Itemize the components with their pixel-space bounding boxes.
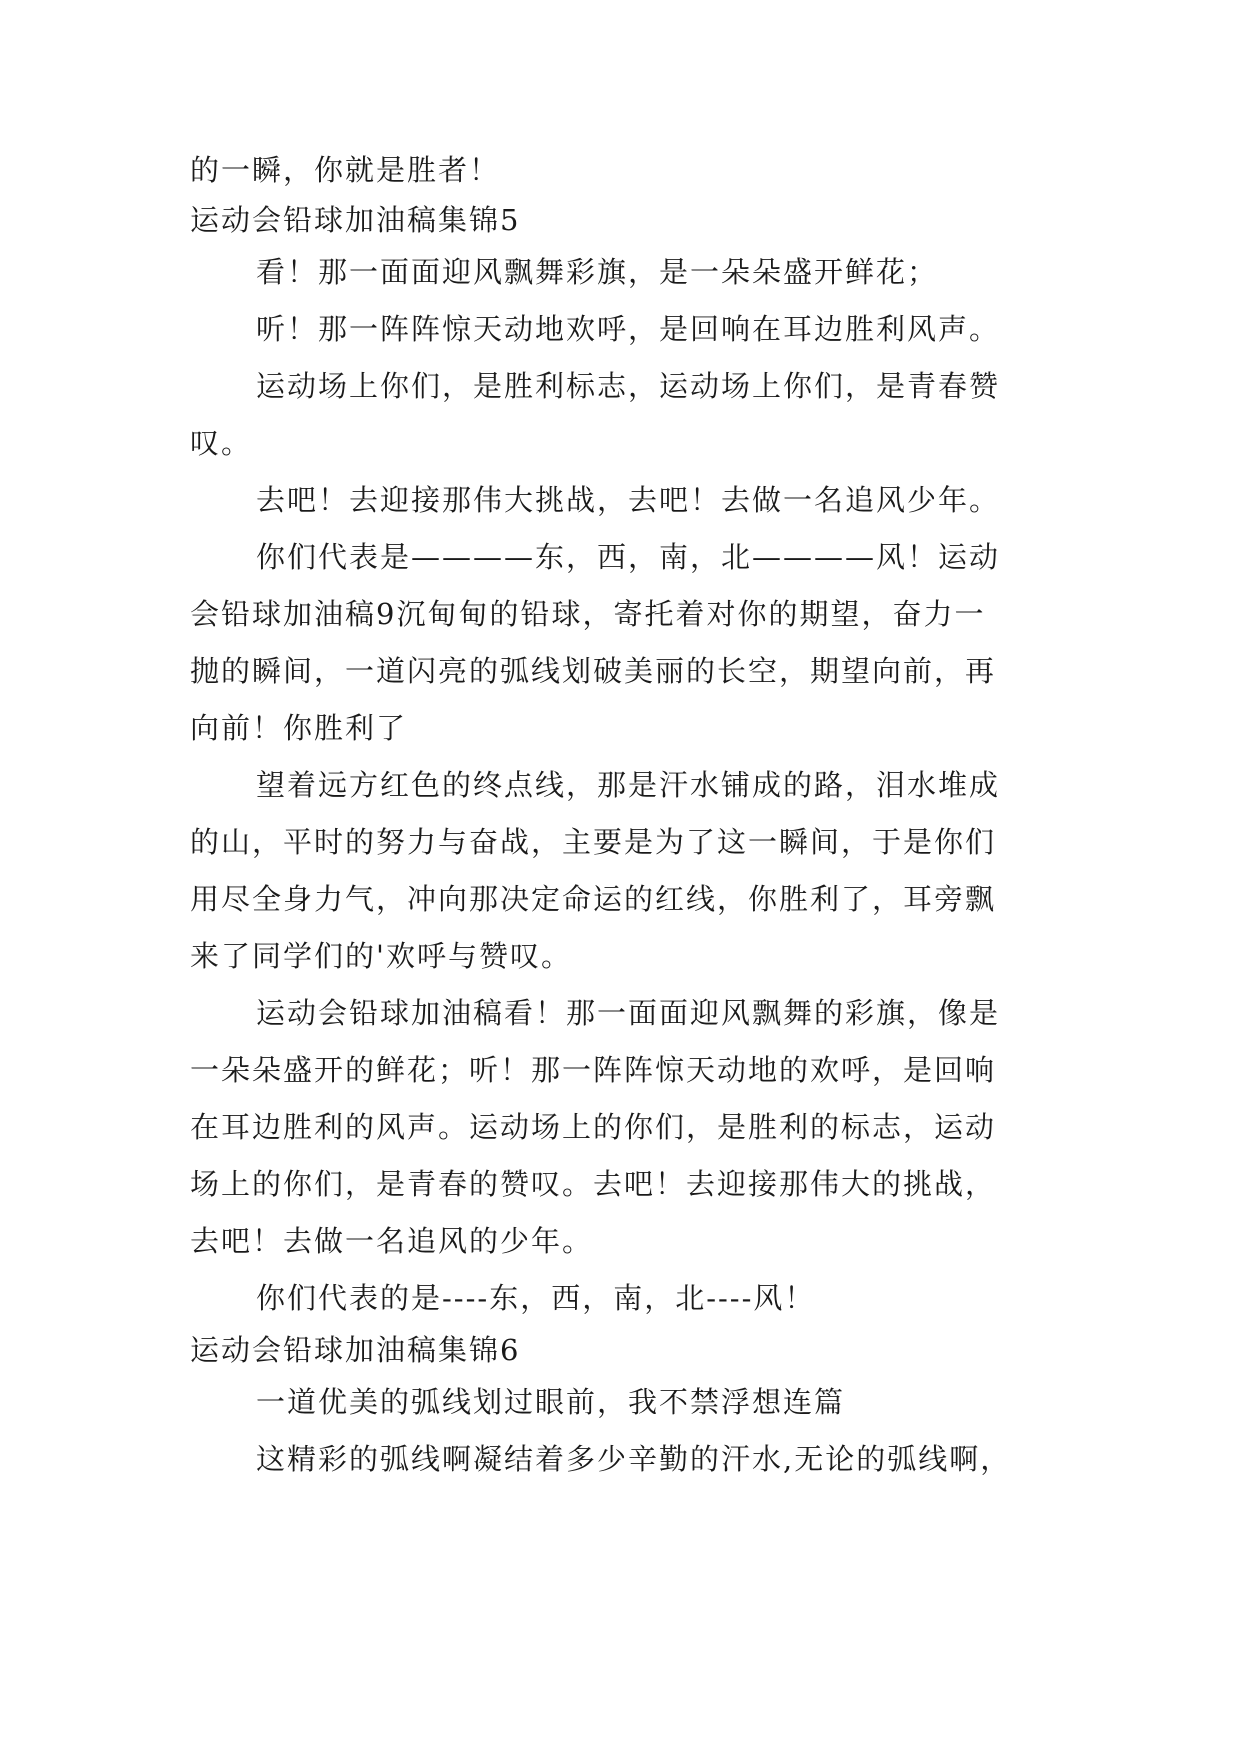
text-line: 听！那一阵阵惊天动地欢呼，是回响在耳边胜利风声。 (256, 312, 1001, 346)
text-line: 看！那一面面迎风飘舞彩旗，是一朵朵盛开鲜花； (256, 255, 939, 289)
text-line: 这精彩的弧线啊凝结着多少辛勤的汗水,无论的弧线啊， (256, 1442, 1012, 1476)
text-line: 你们代表的是----东，西，南，北----风！ (256, 1281, 816, 1315)
text-line: 来了同学们的'欢呼与赞叹。 (190, 939, 572, 973)
text-line: 运动场上你们，是胜利标志，运动场上你们，是青春赞 (256, 369, 1001, 403)
text-line: 去吧！去做一名追风的少年。 (190, 1224, 594, 1258)
text-line: 场上的你们，是青春的赞叹。去吧！去迎接那伟大的挑战， (190, 1167, 997, 1201)
text-line: 一道优美的弧线划过眼前，我不禁浮想连篇 (256, 1385, 846, 1419)
text-line: 会铅球加油稿9沉甸甸的铅球，寄托着对你的期望，奋力一 (190, 597, 986, 631)
text-line: 叹。 (190, 426, 253, 460)
text-line: 你们代表是————东，西，南，北————风！运动 (256, 540, 1001, 574)
text-line: 望着远方红色的终点线，那是汗水铺成的路，泪水堆成 (256, 768, 1001, 802)
section-heading: 运动会铅球加油稿集锦6 (190, 1333, 521, 1367)
section-heading: 运动会铅球加油稿集锦5 (190, 203, 521, 237)
text-line: 的山，平时的努力与奋战，主要是为了这一瞬间，于是你们 (190, 825, 997, 859)
text-line: 运动会铅球加油稿看！那一面面迎风飘舞的彩旗，像是 (256, 996, 1001, 1030)
text-line: 在耳边胜利的风声。运动场上的你们，是胜利的标志，运动 (190, 1110, 997, 1144)
text-line: 向前！你胜利了 (190, 711, 408, 745)
text-line: 抛的瞬间，一道闪亮的弧线划破美丽的长空，期望向前，再 (190, 654, 997, 688)
text-line: 一朵朵盛开的鲜花；听！那一阵阵惊天动地的欢呼，是回响 (190, 1053, 997, 1087)
text-line: 去吧！去迎接那伟大挑战，去吧！去做一名追风少年。 (256, 483, 1001, 517)
text-line: 的一瞬，你就是胜者！ (190, 153, 501, 187)
text-line: 用尽全身力气，冲向那决定命运的红线，你胜利了，耳旁飘 (190, 882, 997, 916)
